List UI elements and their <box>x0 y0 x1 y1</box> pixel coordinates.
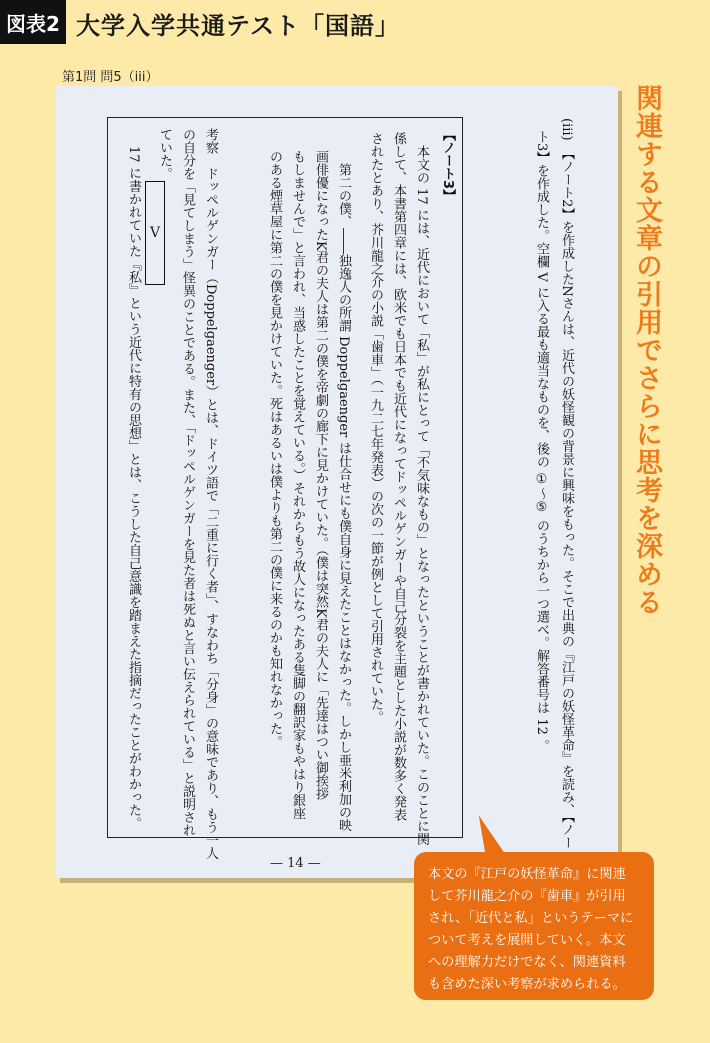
callout-line: され、「近代と私」というテーマに <box>428 911 634 926</box>
consideration-text-col: 考察 ドッペルゲンガー（Doppelgaenger）とは、ドイツ語で「二重に行く者」、すなわち「分身」の意味であり、もう一人 <box>203 128 218 860</box>
consideration-text-col: ていた。 <box>157 128 172 180</box>
quote-text-col: のある煙草屋に第二の僕を見かけていた。死はあるいは僕よりも第二の僕に来るのかも知れなかった。 <box>267 150 282 748</box>
question-label: 第1問 問5（iii） <box>62 70 159 85</box>
note-text-col: 本文の 17 には、近代において「私」が私にとって「不気味なもの」となったということが書かれていた。このことに関 <box>414 132 429 846</box>
question-text-col-2: ト3】を作成した。空欄 V に入る最も適当なものを、後の ①～⑤ のうちから一つ選べ。解答番号は 12 。 <box>534 130 549 752</box>
callout-line: ついて考えを展開していく。本文 <box>428 933 626 948</box>
quote-text-col: もしませんで」と言われ、当惑したことを覚えている。）それからもう故人になったある隻脚の翻訳家もやはり銀座 <box>290 150 305 820</box>
side-title: 関連する文章の引用でさらに思考を深める <box>631 84 662 616</box>
question-text-col-1: (iii) 【ノート2】を作成したNさんは、近代の妖怪観の背景に興味をもった。そこで出典の『江戸の妖怪革命』を読み、【ノー <box>559 118 574 850</box>
figure-tag: 図表2 <box>0 0 66 44</box>
callout-line: 本文の『江戸の妖怪革命』に関連 <box>428 867 626 882</box>
quote-text-col: 画俳優になったK君の夫人は第二の僕を帝劇の廊下に見かけていた。（僕は突然K君の夫人に「先達はつい御挨拶 <box>313 150 328 800</box>
callout-line: も含めた深い考察が求められる。 <box>428 977 626 992</box>
note-heading: 【ノート3】 <box>440 128 455 203</box>
answer-blank-v: V <box>145 181 165 285</box>
header <box>0 0 710 44</box>
conclusion-text-col: 17 に書かれていた『私』という近代に特有の思想」とは、こうした自己意識を踏まえた指摘だったことがわかった。 <box>126 146 141 830</box>
consideration-text-col: の自分を「見てしまう」怪異のことである。また、「ドッペルゲンガーを見た者は死ぬと言い伝えられている」と説明され <box>180 128 195 837</box>
quote-text-col: 第二の僕、――独逸人の所謂 Doppelgaenger は仕合せにも僕自身に見えたことはなかった。しかし亜米利加の映 <box>336 150 351 832</box>
page-title: 大学入学共通テスト「国語」 <box>76 12 401 40</box>
callout-line: して芥川龍之介の『歯車』が引用 <box>428 889 626 904</box>
note-text-col: 係して、本書第四章には、欧米でも日本でも近代になってドッペルゲンガーや自己分裂を主題とした小説が数多く発表 <box>391 132 406 821</box>
callout-line: への理解力だけでなく、関連資料 <box>428 955 626 970</box>
callout-box <box>414 852 654 1000</box>
note-text-col: されたとあり、芥川龍之介の小説「歯車」（一九二七年発表）の次の一節が例として引用されていた。 <box>368 132 383 724</box>
page-number: — 14 — <box>270 856 321 871</box>
